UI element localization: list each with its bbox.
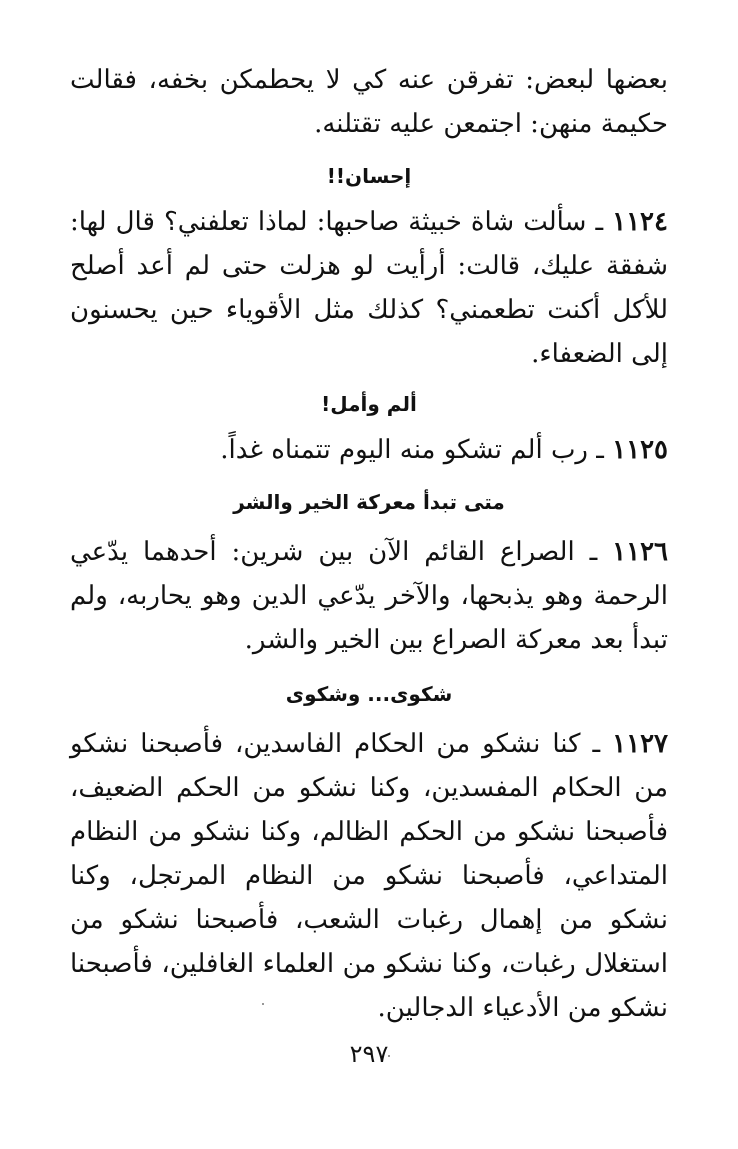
page-body bbox=[70, 58, 668, 1030]
scan-speck bbox=[262, 1003, 264, 1005]
entry-text: رب ألم تشكو منه اليوم تتمناه غداً. bbox=[220, 435, 588, 465]
page-number: ٢٩٧ bbox=[349, 1040, 389, 1068]
entry-paragraph bbox=[70, 428, 668, 472]
entry-text: الصراع القائم الآن بين شرين: أحدهما يدّعي الرحمة وهو يذبحها، والآخر يدّعي الدين وهو يحاربه، ولم تبدأ بعد معركة الصراع بين الخير والشر. bbox=[70, 537, 668, 655]
entry-text: سألت شاة خبيثة صاحبها: لماذا تعلفني؟ قال لها: شفقة عليك، قالت: أرأيت لو هزلت حتى لم أعد أصلح للأكل أكنت تطعمني؟ كذلك مثل الأقوياء حين يحسنون إلى الضعفاء. bbox=[70, 207, 668, 369]
entry-text: كنا نشكو من الحكام الفاسدين، فأصبحنا نشكو من الحكام المفسدين، وكنا نشكو من الحكم الضعيف، فأصبحنا نشكو من الحكم الظالم، وكنا نشكو من النظام المتداعي، فأصبحنا نشكو من النظام المرتجل، وكنا نشكو من إهمال رغبات الشعب، فأصبحنا نشكو من استغلال رغبات، وكنا نشكو من العلماء الغافلين، فأصبحنا نشكو من الأدعياء الدجالين. bbox=[70, 729, 668, 1023]
intro-paragraph: بعضها لبعض: تفرقن عنه كي لا يحطمكن بخفه، فقالت حكيمة منهن: اجتمعن عليه تقتلنه. bbox=[70, 65, 668, 139]
section-heading: متى تبدأ معركة الخير والشر bbox=[233, 490, 505, 514]
entry-paragraph bbox=[70, 200, 668, 376]
entry-dash: ـ bbox=[574, 537, 613, 567]
entry-number: ١١٢٤ bbox=[612, 207, 668, 237]
entry-dash: ـ bbox=[580, 729, 613, 759]
entry-paragraph bbox=[70, 722, 668, 1030]
section-heading: إحسان!! bbox=[326, 164, 412, 188]
section-heading: ألم وأمل! bbox=[321, 392, 417, 416]
entry-paragraph bbox=[70, 530, 668, 662]
entry-number: ١١٢٦ bbox=[612, 537, 668, 567]
entry-dash: ـ bbox=[586, 207, 613, 237]
entry-number: ١١٢٧ bbox=[612, 729, 668, 759]
entry-dash: ـ bbox=[587, 435, 613, 465]
scan-speck bbox=[388, 1055, 390, 1057]
section-heading: شكوى... وشكوى bbox=[285, 682, 453, 706]
entry-number: ١١٢٥ bbox=[612, 435, 668, 465]
